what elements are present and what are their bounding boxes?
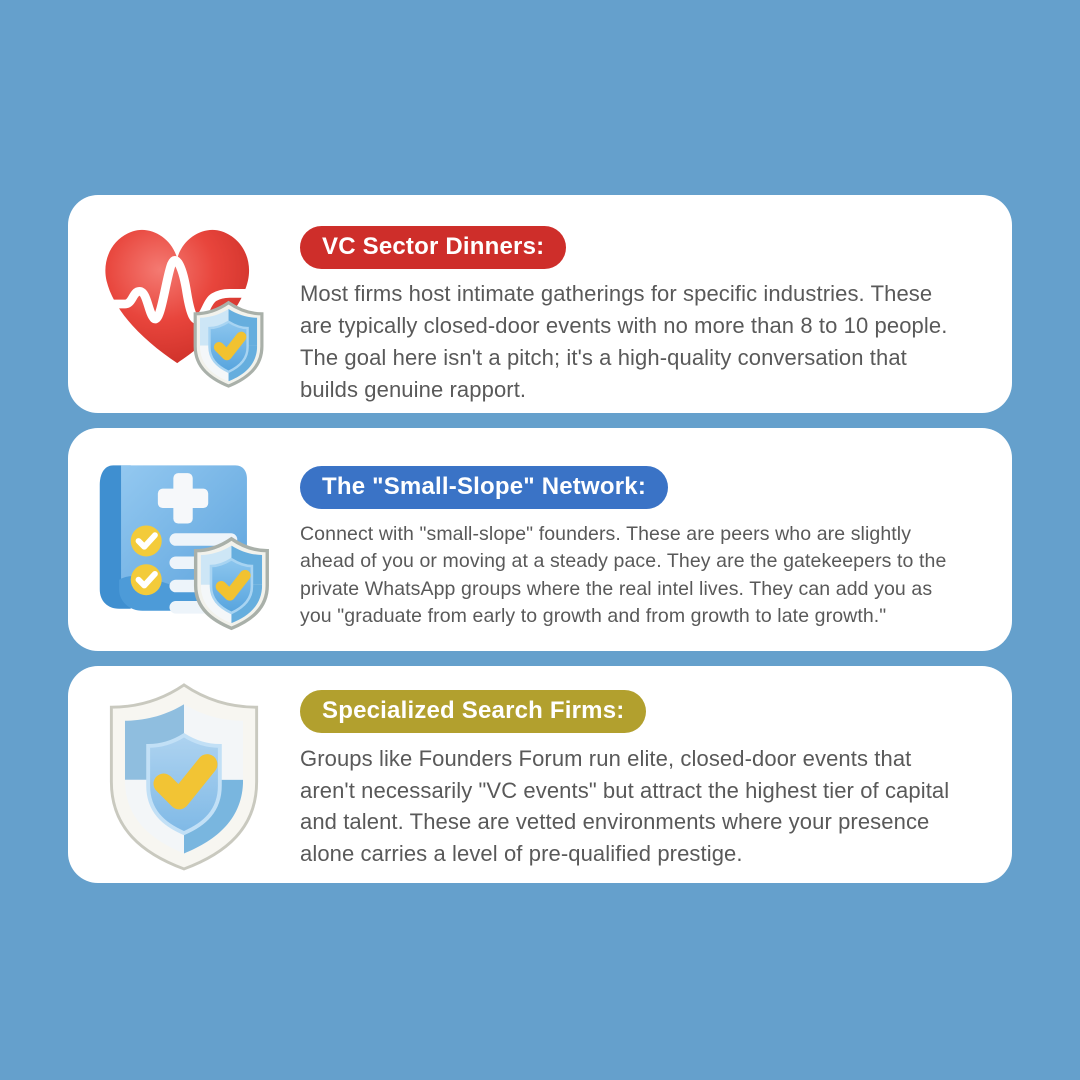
card-body-vc-sector-dinners: Most firms host intimate gatherings for specific industries. These are typically closed-door events with no more than 8 to 10 people. The goal here isn't a pitch; it's a high-quality conversation that builds genuine rapport. (300, 281, 948, 403)
document-checklist-shield-icon (68, 428, 300, 651)
card-small-slope-network (68, 428, 1012, 651)
badge-label: Specialized Search Firms: (322, 697, 625, 724)
shield-check-icon (68, 666, 300, 883)
badge-vc-sector-dinners (300, 226, 566, 269)
card-vc-sector-dinners (68, 195, 1012, 413)
badge-label: The "Small-Slope" Network: (322, 473, 647, 500)
badge-small-slope-network (300, 466, 668, 509)
badge-specialized-search-firms (300, 690, 646, 733)
card-body-small-slope-network: Connect with "small-slope" founders. These are peers who are slightly ahead of you or moving at a steady pace. They are the gatekeepers to the private WhatsApp groups where the real intel lives. They can add you as you "graduate from early to growth and from growth to late growth." (300, 523, 947, 627)
card-body-specialized-search-firms: Groups like Founders Forum run elite, closed-door events that aren't necessarily "VC events" but attract the highest tier of capital and talent. These are vetted environments where your presence alone carries a level of pre-qualified prestige. (300, 746, 950, 867)
card-specialized-search-firms (68, 666, 1012, 883)
heart-pulse-shield-icon (68, 195, 300, 413)
badge-label: VC Sector Dinners: (322, 233, 545, 260)
